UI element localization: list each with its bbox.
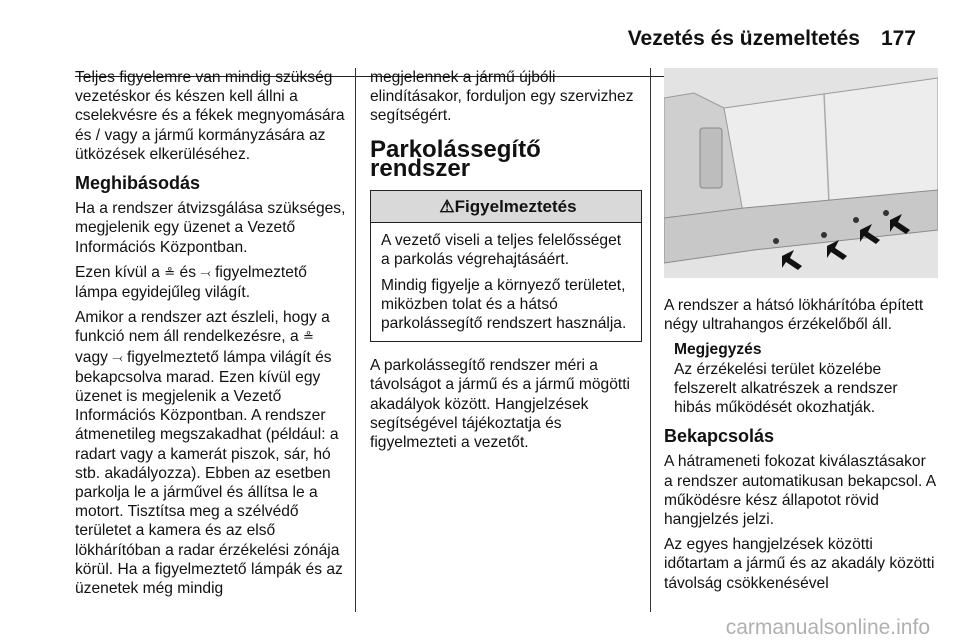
heading-fault: Meghibásodás <box>75 173 201 194</box>
heading-activation: Bekapcsolás <box>664 426 775 447</box>
warning-header <box>371 191 641 223</box>
van-rear-bumper-illustration <box>664 68 938 278</box>
sensor-dot <box>821 232 827 238</box>
paragraph: Teljes figyelemre van mindig szükség vezetéskor és készen kell állni a cselekvésre és a fékek megnyomására és / vagy a jármű kormányzására az ütközések elkerüléséhez. <box>75 69 345 163</box>
page-header <box>0 27 960 57</box>
column-divider <box>650 68 651 612</box>
page-number: 177 <box>880 27 916 50</box>
sensor-dot <box>853 217 859 223</box>
note-block <box>674 340 936 417</box>
heading-parking-assist: Parkolássegítő rendszer <box>370 135 541 182</box>
warning-body <box>371 223 641 341</box>
paragraph: Ezen kívül a ≗ és ⤙ figyelmeztető lámpa egyidejűleg világít. <box>75 263 307 302</box>
sensor-dot <box>773 238 779 244</box>
warning-title: Figyelmeztetés <box>454 197 577 217</box>
paragraph: Az egyes hangjelzések közötti időtartam a jármű és az akadály közötti távolság csökkenésével <box>664 536 935 592</box>
lane-warning-icon: ≗ <box>302 330 314 346</box>
collision-warning-icon: ⤙ <box>200 265 211 281</box>
paragraph: Az érzékelési terület közelébe felszerelt alkatrészek a rendszer hibás működését okozhatják. <box>674 360 898 417</box>
paragraph: Mindig figyelje a környező területet, miközben tolat és a hátsó parkolássegítő rendszert használja. <box>381 276 627 333</box>
paragraph: Ha a rendszer átvizsgálása szükséges, megjelenik egy üzenet a Vezető Információs Központban. <box>75 200 346 256</box>
header-title: Vezetés és üzemeltetés <box>627 27 860 50</box>
paragraph: Amikor a rendszer azt észleli, hogy a funkció nem áll rendelkezésre, a ≗ vagy ⤙ figyelmeztető lámpa világít és bekapcsolva marad. Ezen kívül egy üzenet is megjelenik a Vezető Információs Központban. A rendszer átmenetileg megszakadhat (például: a radart vagy a kamerát piszok, sár, hó stb. akadályozza). Ebben az esetben parkolja le a járművel és állítsa le a motort. Tisztítsa meg a szélvédő területet a kamera és az első lökhárítóban a radar érzékelési zónája körül. Ha a figyelmeztető lámpák és az üzenetek még mindig <box>75 309 343 598</box>
note-heading: Megjegyzés <box>674 341 762 359</box>
watermark: carmanualsonline.info <box>725 616 930 639</box>
warning-icon: ⚠ <box>439 197 455 217</box>
column-divider <box>355 68 356 612</box>
column-3 <box>664 68 936 599</box>
paragraph: megjelennek a jármű újbóli elindításakor, forduljon egy szervizhez segítségért. <box>370 69 634 125</box>
paragraph: A rendszer a hátsó lökhárítóba épített négy ultrahangos érzékelőből áll. <box>664 297 924 334</box>
van-rear-svg <box>664 68 938 278</box>
paragraph: A hátrameneti fokozat kiválasztásakor a rendszer automatikusan bekapcsol. A működésre kész állapotot rövid hangjelzés jelzi. <box>664 453 936 529</box>
warning-box <box>370 190 642 342</box>
collision-warning-icon: ⤙ <box>112 350 123 366</box>
sensor-dot <box>883 210 889 216</box>
lane-warning-icon: ≗ <box>164 265 176 281</box>
column-1 <box>75 68 347 604</box>
paragraph: A parkolássegítő rendszer méri a távolságot a jármű és a jármű mögötti akadályok között. Hangjelzések segítségével tájékoztatja és figyelmezteti a vezetőt. <box>370 357 631 452</box>
paragraph: A vezető viseli a teljes felelősséget a parkolás végrehajtásáért. <box>381 232 622 269</box>
column-2 <box>370 68 642 458</box>
